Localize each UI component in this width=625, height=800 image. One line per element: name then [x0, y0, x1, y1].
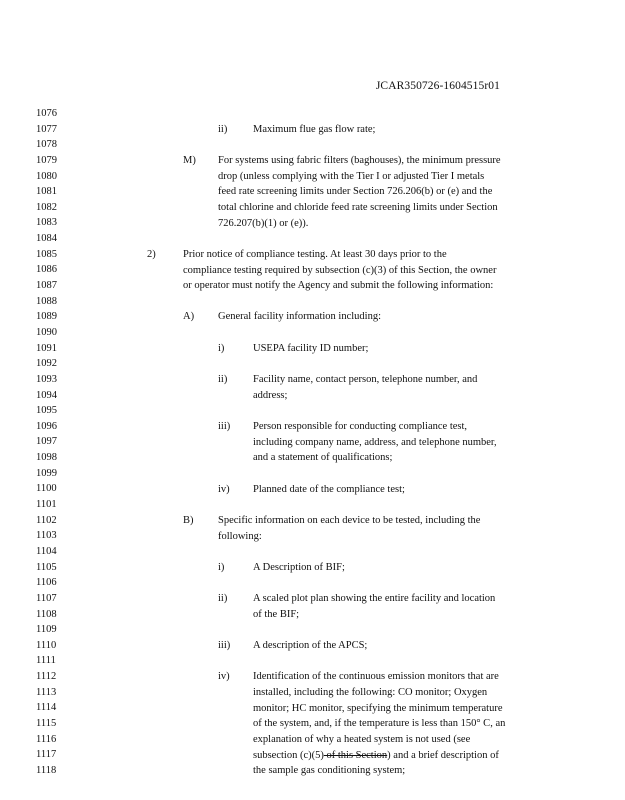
subitem-label: ii) [218, 374, 228, 386]
item-text-line: Specific information on each device to be tested, including the [218, 514, 481, 526]
line-number: 1089 [36, 311, 57, 323]
line-number: 1093 [36, 373, 57, 385]
subitem-text: monitor; HC monitor, specifying the minimum temperature [253, 702, 503, 714]
line-number: 1086 [36, 264, 57, 276]
line-number: 1088 [36, 295, 57, 307]
item-label: M) [183, 154, 196, 166]
section-label: 2) [147, 248, 156, 260]
subitem-text: Facility name, contact person, telephone number, and [253, 374, 478, 386]
line-number: 1080 [36, 170, 57, 182]
subitem-text: USEPA facility ID number; [253, 342, 369, 354]
item-label: B) [183, 514, 194, 526]
line-number: 1113 [36, 686, 57, 698]
line-number: 1111 [36, 655, 56, 667]
subitem-text: Person responsible for conducting compliance test, [253, 421, 468, 432]
line-number: 1091 [36, 342, 57, 354]
item-text-line: General facility information including: [218, 311, 381, 323]
section-text-line: or operator must notify the Agency and submit the following information: [183, 280, 494, 292]
line-number: 1100 [36, 483, 57, 495]
subitem-text: A Description of BIF; [253, 561, 345, 573]
line-number: 1104 [36, 545, 57, 557]
subitem-text: address; [253, 389, 288, 401]
subitem-text: installed, including the following: CO monitor; Oxygen [253, 687, 488, 699]
line-number: 1087 [36, 280, 57, 292]
item-label: A) [183, 311, 195, 323]
line-number: 1076 [36, 108, 57, 119]
subitem-text-segment: ) and a brief description of [387, 749, 499, 761]
document-id: JCAR350726-1604515r01 [375, 80, 500, 92]
line-number: 1095 [36, 405, 57, 417]
line-number: 1117 [36, 749, 57, 761]
section-text-line: compliance testing required by subsection (c)(3) of this Section, the owner [183, 264, 497, 276]
line-number: 1116 [36, 733, 57, 745]
subitem-text: the sample gas conditioning system; [253, 765, 406, 777]
line-number: 1083 [36, 217, 57, 229]
line-number: 1115 [36, 717, 57, 729]
line-number: 1096 [36, 420, 57, 432]
deleted-text: of this Section [323, 749, 388, 761]
line-number: 1105 [36, 561, 57, 573]
line-number: 1101 [36, 499, 57, 511]
line-number: 1110 [36, 639, 57, 651]
line-number: 1103 [36, 530, 57, 542]
line-numbers [36, 106, 57, 779]
subitem-text: Maximum flue gas flow rate; [253, 123, 376, 135]
line-number: 1092 [36, 358, 57, 370]
subitem-text: of the system, and, if the temperature is less than 150° C, an [253, 718, 506, 730]
item-text-line: For systems using fabric filters (baghouses), the minimum pressure [218, 154, 501, 166]
line-number: 1079 [36, 154, 57, 166]
line-number: 1081 [36, 186, 57, 198]
subitem-text-segment: subsection (c)(5) [253, 749, 324, 761]
line-number: 1099 [36, 467, 57, 479]
line-number: 1118 [36, 764, 57, 776]
subitem-label: ii) [218, 123, 228, 135]
line-number: 1094 [36, 389, 57, 401]
line-number: 1084 [36, 233, 57, 245]
subitem-label: i) [218, 342, 225, 354]
item-text-line: drop (unless complying with the Tier I or adjusted Tier I metals [218, 170, 485, 182]
subitem-label: iii) [218, 421, 231, 432]
line-number: 1106 [36, 577, 57, 589]
subitem-text: A scaled plot plan showing the entire facility and location [253, 593, 496, 605]
subitem-label: ii) [218, 593, 228, 605]
line-number: 1114 [36, 702, 57, 714]
item-text-line: feed rate screening limits under Section 726.206(b) or (e) and the [218, 186, 493, 198]
line-number: 1107 [36, 592, 57, 604]
subitem-text: of the BIF; [253, 608, 300, 620]
line-number: 1109 [36, 624, 57, 636]
line-number: 1082 [36, 201, 57, 213]
subitem-label: iii) [218, 640, 231, 652]
subitem-text: Planned date of the compliance test; [253, 483, 405, 495]
line-number: 1108 [36, 608, 57, 620]
subitem-label: i) [218, 561, 225, 573]
line-number: 1112 [36, 671, 57, 683]
subitem-text: and a statement of qualifications; [253, 452, 393, 464]
item-text-line: 726.207(b)(1) or (e)). [218, 217, 309, 229]
line-number: 1098 [36, 452, 57, 464]
line-number: 1102 [36, 514, 57, 526]
line-number: 1077 [36, 123, 57, 135]
line-number: 1085 [36, 248, 57, 260]
subitem-text: explanation of why a heated system is not used (see [253, 734, 471, 745]
subitem-text-amended [253, 748, 499, 764]
line-number: 1090 [36, 326, 57, 338]
item-text-line: following: [218, 530, 262, 542]
subitem-label: iv) [218, 671, 230, 683]
subitem-text: A description of the APCS; [253, 640, 368, 652]
item-text-line: total chlorine and chloride feed rate screening limits under Section [218, 201, 498, 213]
line-number: 1097 [36, 436, 57, 448]
subitem-text: Identification of the continuous emission monitors that are [253, 671, 499, 683]
line-number: 1078 [36, 139, 57, 151]
section-text-line: Prior notice of compliance testing. At least 30 days prior to the [183, 248, 447, 260]
subitem-text: including company name, address, and telephone number, [253, 436, 497, 448]
subitem-label: iv) [218, 483, 230, 495]
